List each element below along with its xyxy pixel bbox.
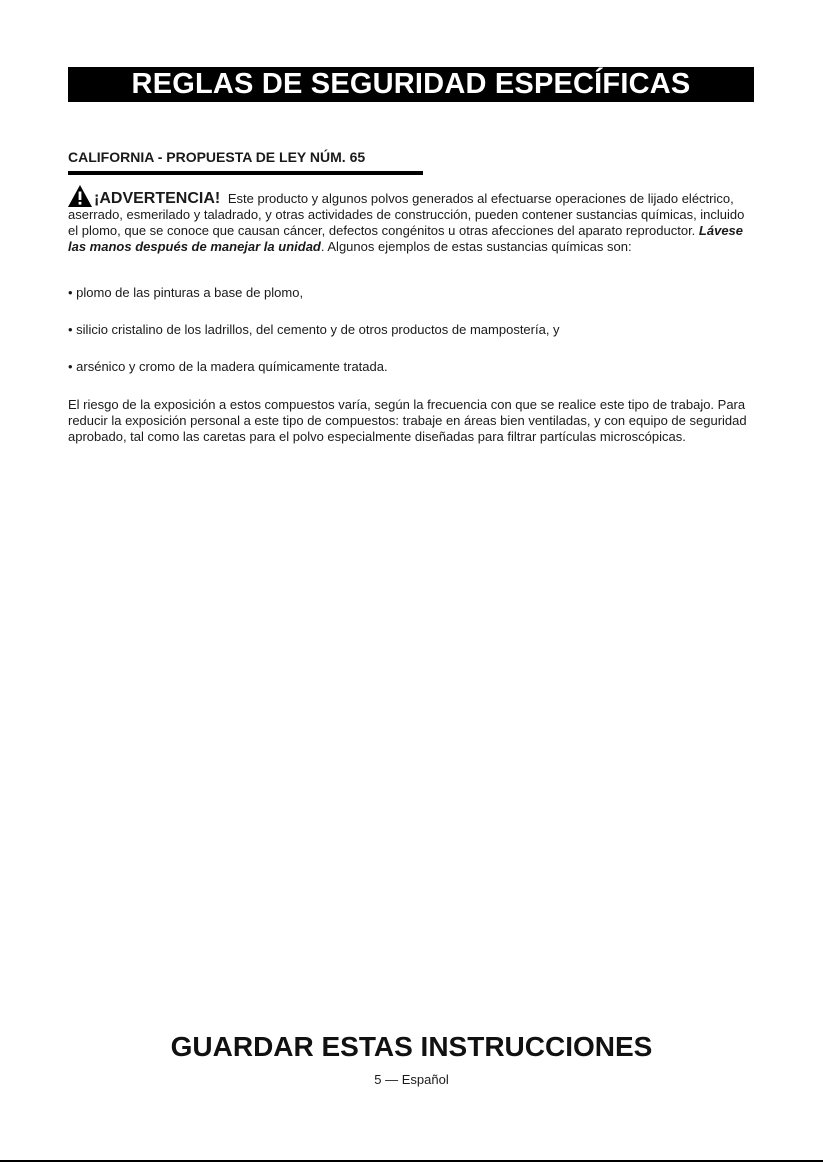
list-item: • plomo de las pinturas a base de plomo,	[68, 285, 304, 300]
warning-paragraph	[68, 185, 758, 255]
save-instructions-title: GUARDAR ESTAS INSTRUCCIONES	[170, 1031, 653, 1062]
warning-text-after: . Algunos ejemplos de estas sustancias químicas son:	[320, 239, 632, 254]
list-item: • silicio cristalino de los ladrillos, del cemento y de otros productos de mampostería, y	[68, 322, 560, 337]
warning-text: Este producto y algunos polvos generados al efectuarse operaciones de lijado eléctrico, aserrado, esmerilado y taladrado, y otras actividades de construcción, pueden contener sustancias químicas, incluido el plomo, que se conoce que causan cáncer, defectos congénitos u otras afecciones del aparato reproductor.	[68, 191, 745, 238]
list-item: • arsénico y cromo de la madera químicamente tratada.	[68, 359, 388, 374]
page-number: 5 — Español	[374, 1072, 449, 1087]
section-title: CALIFORNIA - PROPUESTA DE LEY NÚM. 65	[68, 149, 366, 165]
warning-emphasis: Lávese las manos después de manejar la unidad	[68, 223, 744, 254]
exposure-paragraph: El riesgo de la exposición a estos compuestos varía, según la frecuencia con que se realice este tipo de trabajo. Para reducir la exposición personal a este tipo de compuestos: trabaje en áreas bien ventiladas, y con equipo de seguridad aprobado, tal como las caretas para el polvo especialmente diseñadas para filtrar partículas microscópicas.	[68, 397, 747, 444]
page-banner-title: REGLAS DE SEGURIDAD ESPECÍFICAS	[68, 67, 754, 102]
warning-triangle-icon	[68, 185, 92, 207]
page-bottom-rule	[0, 1160, 823, 1162]
section-underline	[68, 171, 423, 175]
warning-label: ¡ADVERTENCIA!	[94, 190, 221, 207]
